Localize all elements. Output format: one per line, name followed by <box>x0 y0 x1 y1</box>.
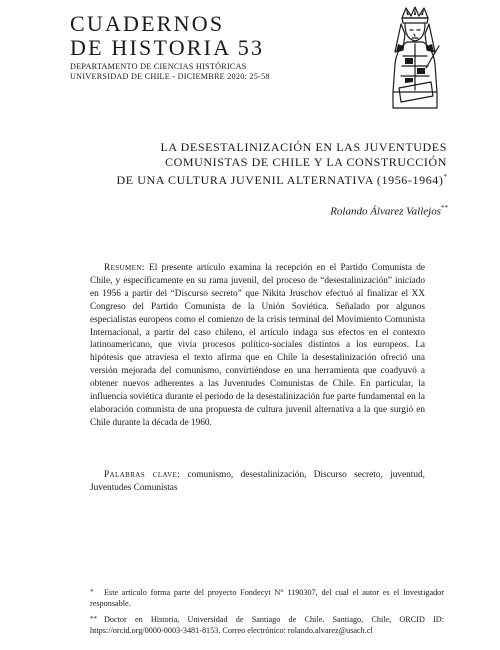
abstract-text: El presente artículo examina la recepción en el Partido Comunista de Chile, y específicamente en su rama juvenil, del proceso de “desestalinización” iniciado en 1956 a partir del “Discurso secreto” que Nikita Jruschov efectuó al finalizar el XX Congreso del Partido Comunista de la Unión Soviética. Señalado por algunos especialistas europeos como el comienzo de la crisis terminal del Movimiento Comunista Internacional, a partir del caso chileno, el artículo indaga sus efectos en el contexto latinoamericano, que vivía procesos político-sociales distintos a los europeos. La hipótesis que atraviesa el texto afirma que en Chile la desestalinización ofreció una versión mejorada del comunismo, convirtiéndose en una herramienta que coadyuvó a obtener nuevos adherentes a las Juventudes Comunistas de Chile. En particular, la influencia soviética durante el período de la desestalinización fue parte fundamental en la elaboración comunista de una propuesta de cultura juvenil alternativa a la que surgió en Chile durante la década de 1960. <box>90 263 425 428</box>
footnote-1-text: Este artículo forma parte del proyecto Fondecyt N° 1190307, del cual el autor es el Investigador responsable. <box>90 588 444 608</box>
issue-info: UNIVERSIDAD DE CHILE - DICIEMBRE 2020: 25-58 <box>70 72 270 81</box>
abstract-label: Resumen: <box>104 263 145 273</box>
abstract <box>90 262 425 430</box>
footnote-1 <box>90 587 444 609</box>
department-name: DEPARTAMENTO DE CIENCIAS HISTÓRICAS <box>70 62 247 71</box>
title-footnote-mark: * <box>443 173 447 181</box>
article-title-line2: COMUNISTAS DE CHILE Y LA CONSTRUCCIÓN <box>164 155 447 169</box>
journal-title-line1: CUADERNOS <box>70 11 225 36</box>
footnote-2-mark: ** <box>90 615 97 623</box>
journal-title <box>70 12 264 60</box>
footnote-2 <box>90 614 444 636</box>
keywords-label: Palabras clave: <box>104 470 181 480</box>
article-title-line3 <box>90 170 447 188</box>
scribe-illustration-icon <box>385 6 445 110</box>
article-title <box>90 140 447 188</box>
article-title-line3-text: DE UNA CULTURA JUVENIL ALTERNATIVA (1956-1964) <box>116 173 444 187</box>
keywords <box>90 469 425 495</box>
author-footnote-mark: ** <box>441 204 448 212</box>
keywords-text: comunismo, desestalinización, Discurso secreto, juventud, Juventudes Comunistas <box>90 470 425 493</box>
author-name <box>330 204 448 218</box>
footnote-1-mark: * <box>90 588 94 596</box>
article-title-line1: LA DESESTALINIZACIÓN EN LAS JUVENTUDES <box>160 140 447 154</box>
journal-subheading <box>70 62 270 82</box>
footnote-2-text: Doctor en Historia, Universidad de Santiago de Chile. Santiago, Chile, ORCID ID: https://orcid.org/0000-0003-3481-8153. Correo electrónico: rolando.alvarez@usach.cl <box>90 615 444 635</box>
author-name-text: Rolando Álvarez Vallejos <box>330 205 441 218</box>
journal-title-line2: DE HISTORIA 53 <box>70 35 265 60</box>
